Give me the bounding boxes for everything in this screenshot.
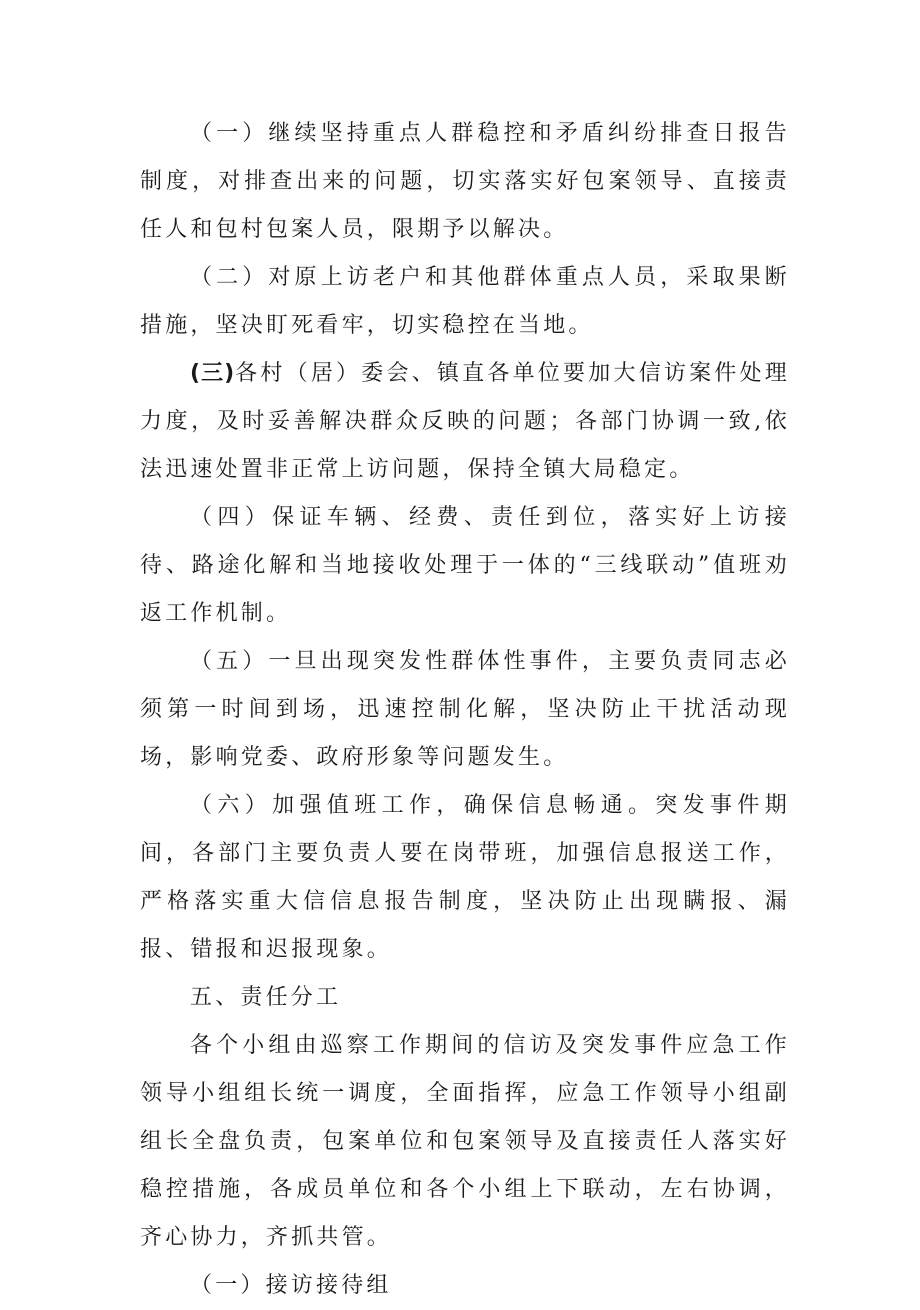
paragraph-group-coordination: 各个小组由巡察工作期间的信访及突发事件应急工作领导小组组长统一调度，全面指挥，应急工作领导小组副组长全盘负责，包案单位和包案领导及直接责任人落实好稳控措施，各成员单位和各个小组上下联动，左右协调，齐心协力，齐抓共管。	[140, 1033, 790, 1250]
document-body	[140, 110, 790, 1310]
paragraph-petition-handling	[140, 350, 790, 494]
section-heading-responsibilities: 五、责任分工	[190, 985, 342, 1010]
subheading-reception-group: （一）接访接待组	[190, 1273, 392, 1298]
paragraph-duty-information: （六）加强值班工作，确保信息畅通。突发事件期间，各部门主要负责人要在岗带班，加强信息报送工作，严格落实重大信信息报告制度，坚决防止出现瞒报、漏报、错报和迟报现象。	[140, 793, 790, 962]
paragraph-petition-handling-text: 各村（居）委会、镇直各单位要加大信访案件处理力度，及时妥善解决群众反映的问题；各部门协调一致,依法迅速处置非正常上访问题，保持全镇大局稳定。	[140, 361, 790, 482]
paragraph-emergency-response: （五）一旦出现突发性群体性事件，主要负责同志必须第一时间到场，迅速控制化解，坚决防止干扰活动现场，影响党委、政府形象等问题发生。	[140, 649, 790, 770]
paragraph-resources-mechanism: （四）保证车辆、经费、责任到位，落实好上访接待、路途化解和当地接收处理于一体的“三线联动”值班劝返工作机制。	[140, 505, 790, 626]
paragraph-lead-number: (三)	[190, 361, 236, 386]
paragraph-stability-reporting: （一）继续坚持重点人群稳控和矛盾纠纷排查日报告制度，对排查出来的问题，切实落实好包案领导、直接责任人和包村包案人员，限期予以解决。	[140, 121, 790, 242]
paragraph-key-personnel-control: （二）对原上访老户和其他群体重点人员，采取果断措施，坚决盯死看牢，切实稳控在当地。	[140, 265, 790, 338]
